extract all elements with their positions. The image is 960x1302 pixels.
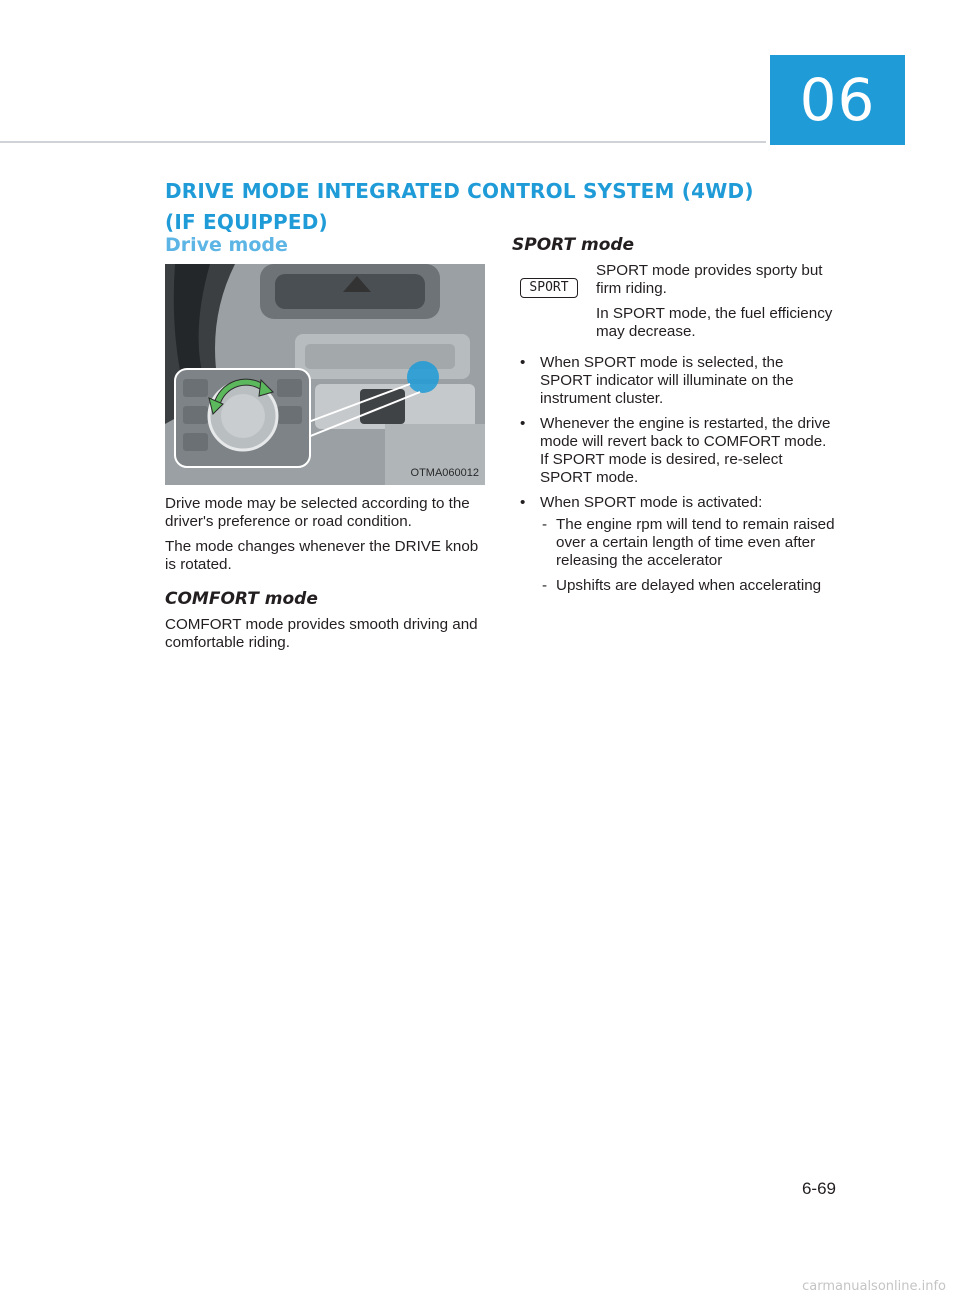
sport-mode-sub-bullets <box>540 516 837 595</box>
list-item: - The engine rpm will tend to remain raised over a certain length of time even after releasing the accelerator <box>540 516 837 570</box>
drive-mode-heading: Drive mode <box>165 234 288 256</box>
list-item: • When SPORT mode is selected, the SPORT indicator will illuminate on the instrument cluster. <box>512 354 837 408</box>
comfort-mode-heading: COMFORT mode <box>165 589 318 609</box>
list-item: - Upshifts are delayed when accelerating <box>540 577 837 595</box>
left-column <box>165 236 487 659</box>
chapter-tab <box>770 55 905 145</box>
sport-mode-para-2: In SPORT mode, the fuel efficiency may decrease. <box>596 305 833 340</box>
comfort-mode-text: COMFORT mode provides smooth driving and comfortable riding. <box>165 616 478 651</box>
list-item: • When SPORT mode is activated: - The engine rpm will tend to remain raised over a certain length of time even after releasing the accelerator - Upshifts are delayed when accelerating <box>512 494 837 595</box>
list-item: • Whenever the engine is restarted, the drive mode will revert back to COMFORT mode. If SPORT mode is desired, re-select SPORT mode. <box>512 415 837 487</box>
chapter-number: 06 <box>799 66 876 134</box>
drive-knob-figure <box>165 264 485 485</box>
sport-indicator-icon: SPORT <box>520 278 578 298</box>
page-number: 6-69 <box>801 1179 836 1198</box>
section-title-line1: DRIVE MODE INTEGRATED CONTROL SYSTEM (4WD) <box>165 179 754 203</box>
watermark: carmanualsonline.info <box>802 1279 946 1294</box>
sport-mode-heading: SPORT mode <box>512 235 635 255</box>
sport-mode-para-1: SPORT mode provides sporty but firm riding. <box>596 262 823 297</box>
drive-mode-para-2: The mode changes whenever the DRIVE knob is rotated. <box>165 538 479 573</box>
drive-mode-para-1: Drive mode may be selected according to the driver's preference or road condition. <box>165 495 470 530</box>
sport-mode-bullets <box>512 354 837 595</box>
sport-mode-description <box>596 262 837 348</box>
right-column <box>512 236 837 602</box>
header-rule <box>0 141 766 143</box>
section-title <box>165 176 785 238</box>
figure-code: OTMA060012 <box>410 467 479 479</box>
drive-knob-illustration <box>165 264 485 485</box>
sport-mode-intro <box>512 262 837 348</box>
section-title-line2: (IF EQUIPPED) <box>165 210 328 234</box>
